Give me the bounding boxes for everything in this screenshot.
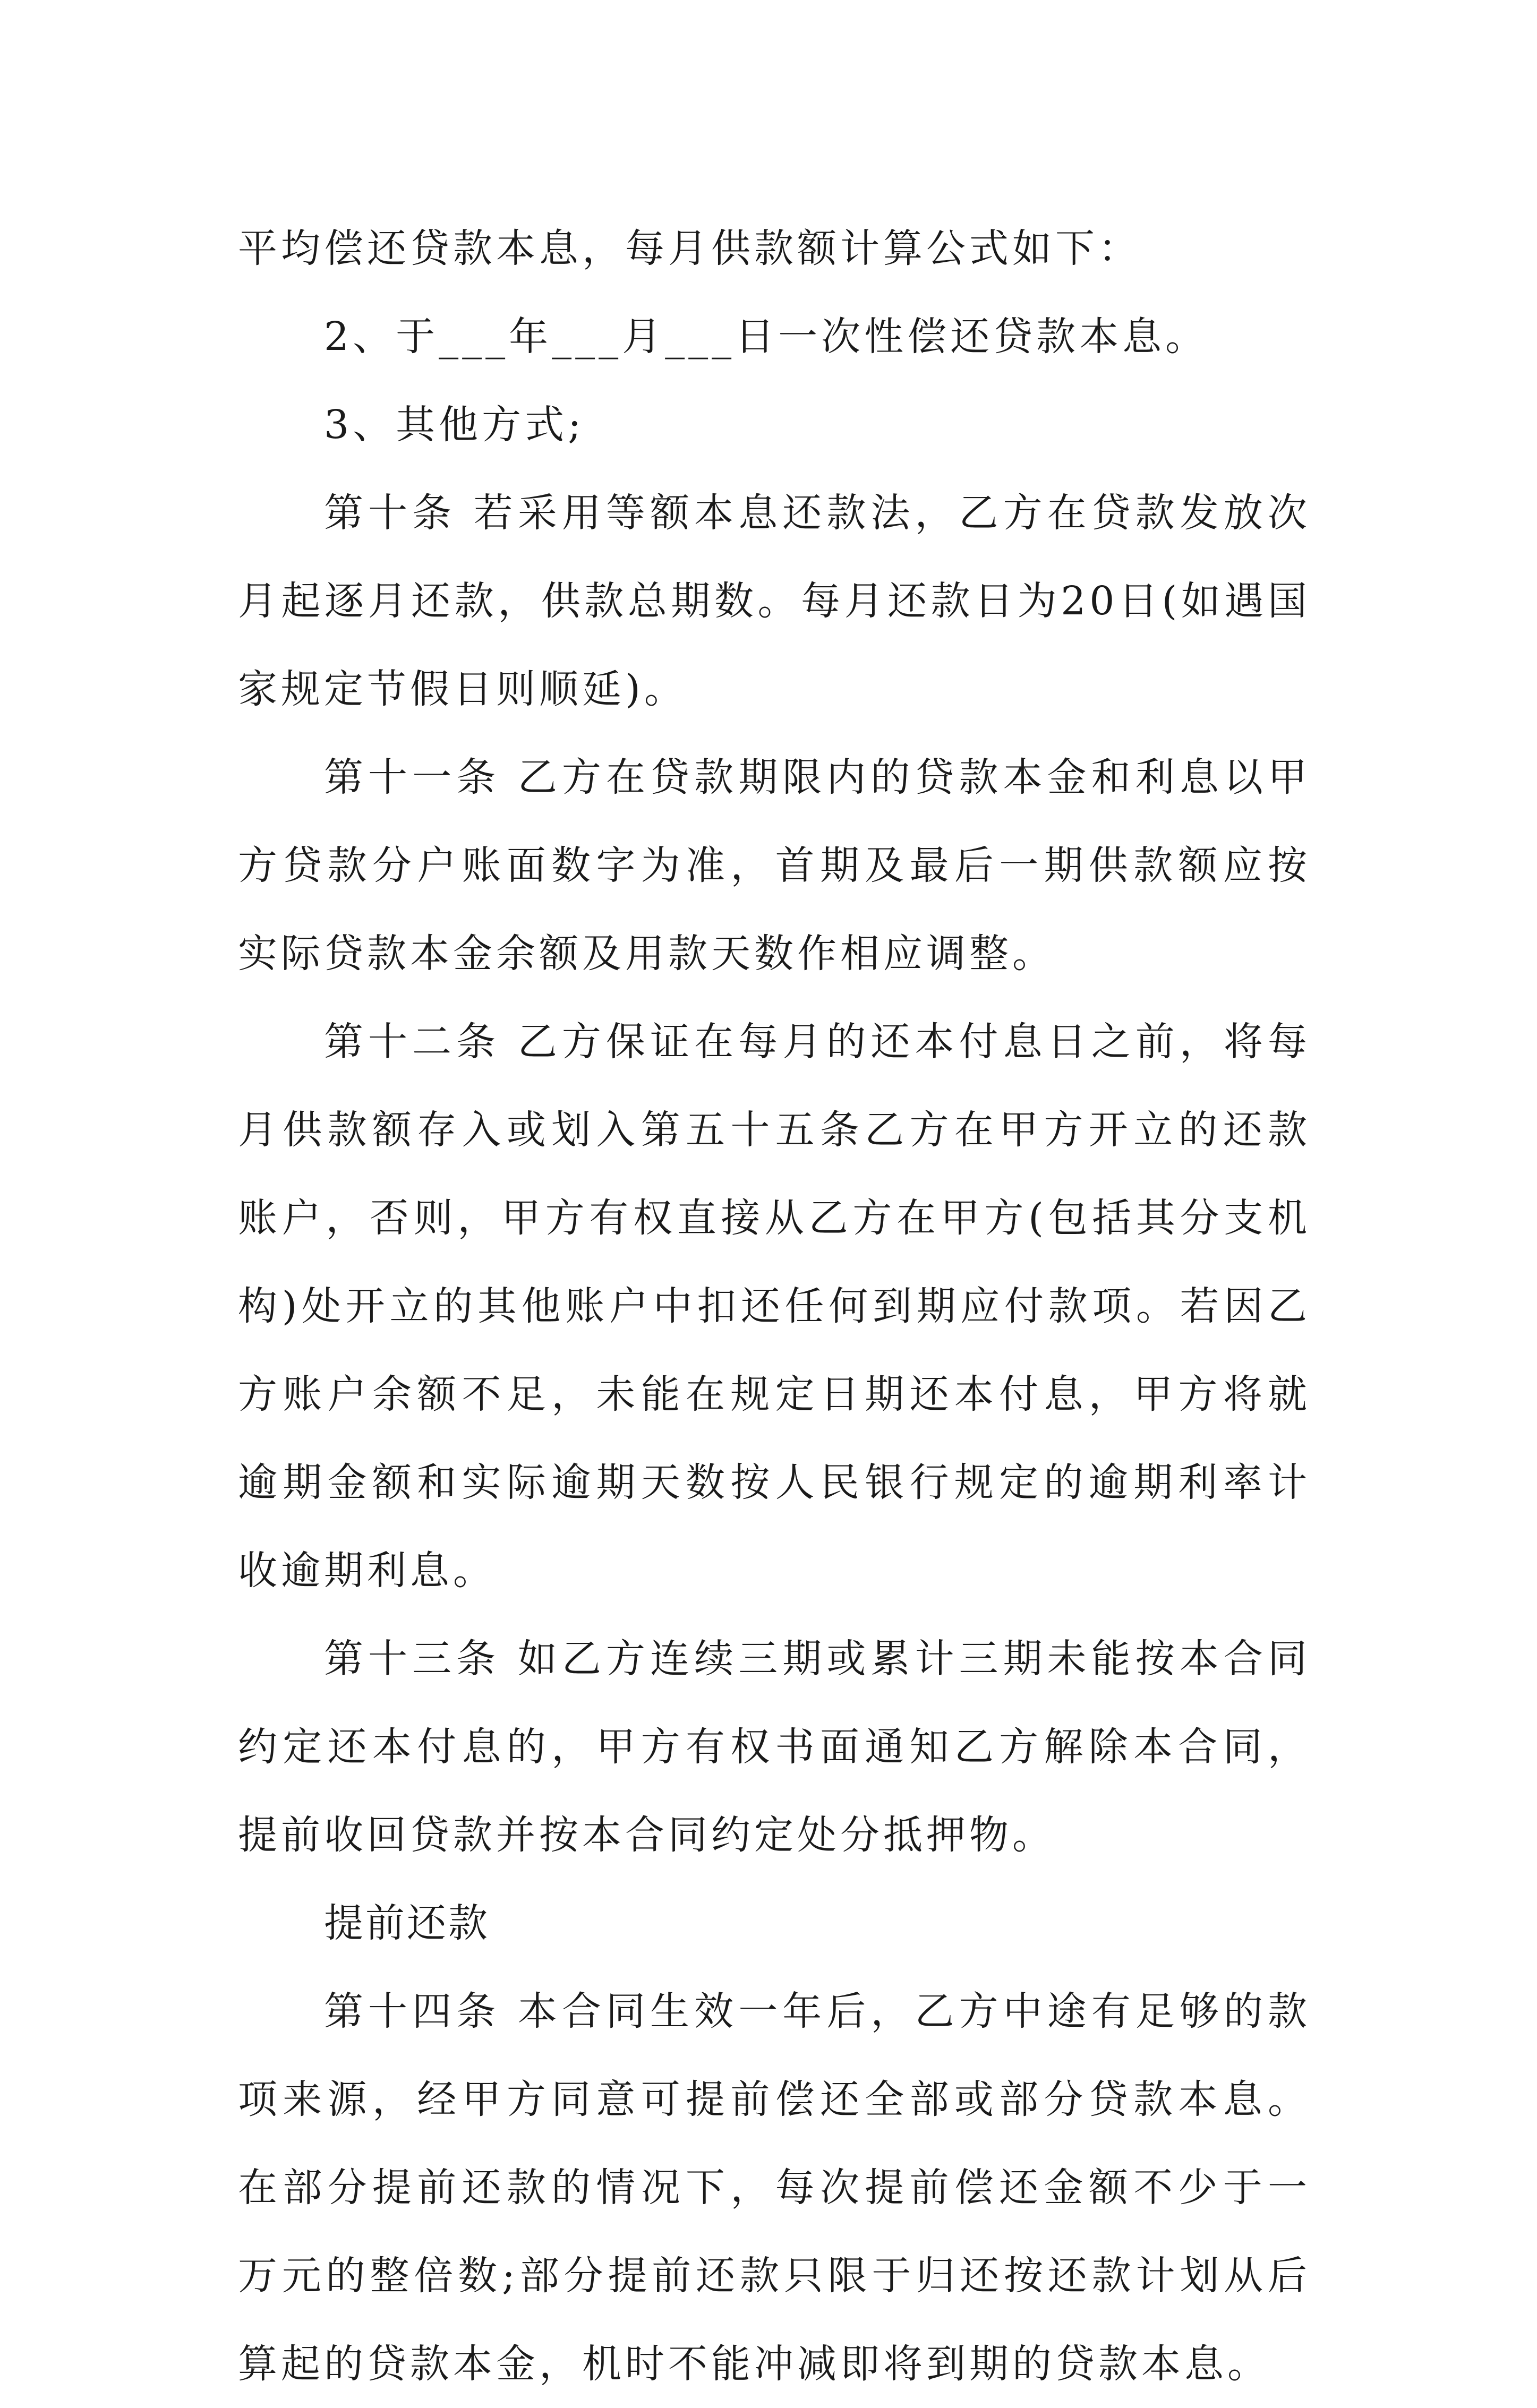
paragraph-lump-sum-option: 2、于___年___月___日一次性偿还贷款本息。 [324, 314, 1209, 359]
paragraph-repayment-formula: 平均偿还贷款本息，每月供款额计算公式如下： [238, 226, 1141, 271]
paragraph-article-13: 第十三条 如乙方连续三期或累计三期未能按本合同约定还本付息的，甲方有权书面通知乙方解除本合同，提前收回贷款并按本合同约定处分抵押物。 [238, 1636, 1311, 1858]
paragraph-article-14: 第十四条 本合同生效一年后，乙方中途有足够的款项来源，经甲方同意可提前偿还全部或部分贷款本息。在部分提前还款的情况下，每次提前偿还金额不少于一万元的整倍数;部分提前还款只限于归还按还款计划从后算起的贷款本金，机时不能冲减即将到期的贷款本息。 [238, 1989, 1311, 2387]
paragraph-article-12: 第十二条 乙方保证在每月的还本付息日之前，将每月供款额存入或划入第五十五条乙方在甲方开立的还款账户，否则，甲方有权直接从乙方在甲方(包括其分支机构)处开立的其他账户中扣还任何到期应付款项。若因乙方账户余额不足，未能在规定日期还本付息，甲方将就逾期金额和实际逾期天数按人民银行规定的逾期利率计收逾期利息。 [238, 1019, 1311, 1593]
paragraph-article-11: 第十一条 乙方在贷款期限内的贷款本金和利息以甲方贷款分户账面数字为准，首期及最后一期供款额应按实际贷款本金余额及用款天数作相应调整。 [238, 755, 1311, 976]
paragraph-article-10: 第十条 若采用等额本息还款法，乙方在贷款发放次月起逐月还款，供款总期数。每月还款日为20日(如遇国家规定节假日则顺延)。 [238, 490, 1311, 712]
document-body [238, 204, 1311, 2408]
paragraph-other-methods: 3、其他方式; [324, 402, 585, 448]
section-heading-early-repayment: 提前还款 [324, 1900, 490, 1946]
